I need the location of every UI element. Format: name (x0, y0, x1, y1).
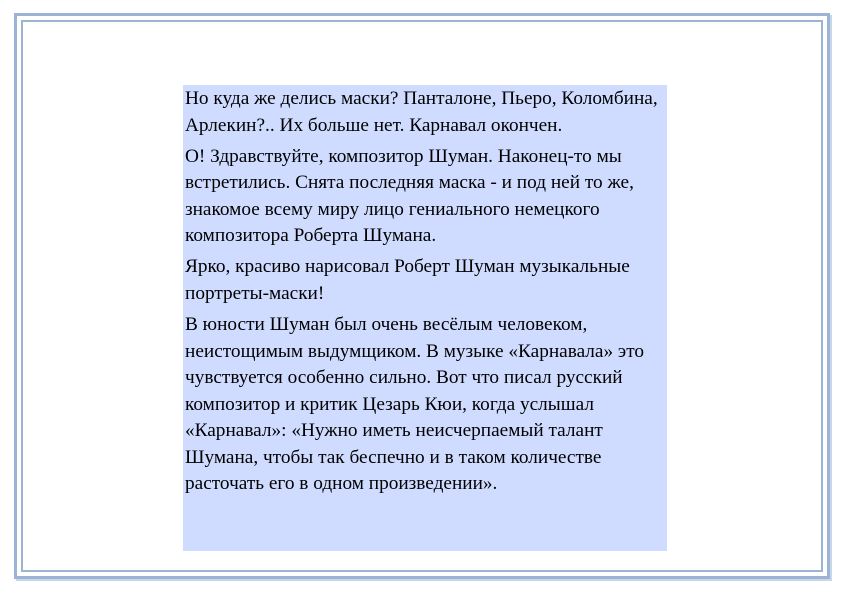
paragraph-greeting: О! Здравствуйте, композитор Шуман. Наконец-то мы встретились. Снята последняя маска - и под ней то же, знакомое всему миру лицо гениального немецкого композитора Роберта Шумана. (185, 145, 634, 247)
text-block (183, 85, 667, 551)
paragraph-masks: Но куда же делись маски? Панталоне, Пьеро, Коломбина, Арлекин?.. Их больше нет. Карнавал окончен. (185, 88, 658, 136)
paragraph-portraits: Ярко, красиво нарисовал Роберт Шуман музыкальные портреты-маски! (185, 256, 630, 304)
paragraph-youth: В юности Шуман был очень весёлым человеком, неистощимым выдумщиком. В музыке «Карнавала» это чувствуется особенно сильно. Вот что писал русский композитор и критик Цезарь Кюи, когда услышал «Карнавал»: «Нужно иметь неисчерпаемый талант Шумана, чтобы так беспечно и в таком количестве расточать его в одном произведении». (185, 313, 645, 495)
